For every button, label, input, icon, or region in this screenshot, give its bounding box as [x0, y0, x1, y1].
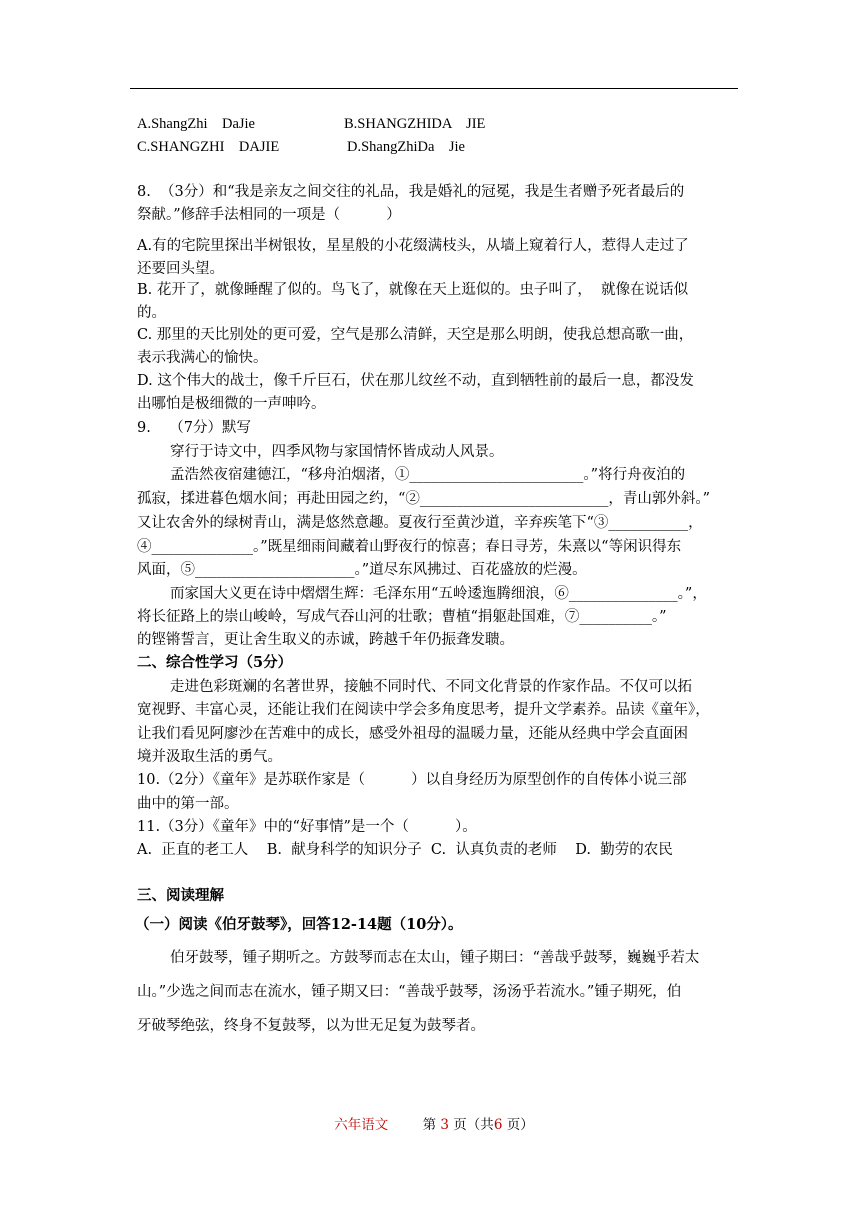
q9-line: 的铿锵誓言，更让舍生取义的赤诚，跨越千年仍振聋发聩。 [137, 632, 514, 648]
q9-heading: 9. （7分）默写 [137, 420, 251, 436]
section-2-para: 境并汲取生活的勇气。 [137, 749, 282, 765]
footer-page-number: 3 [440, 1117, 450, 1133]
q7-option-c: C.SHANGZHI DAJIE [137, 139, 280, 155]
reading-1-heading: （一）阅读《伯牙鼓琴》，回答12-14题（10分）。 [135, 916, 463, 933]
q8-stem: 8. （3分）和“我是亲友之间交往的礼品，我是婚礼的冠冕，我是生者赠予死者最后的 [137, 184, 685, 200]
footer-page-total: 6 [493, 1117, 503, 1133]
q10-stem: 10.（2分）《童年》是苏联作家是（ ）以自身经历为原型创作的自传体小说三部 [137, 772, 687, 788]
q9-line: 孟浩然夜宿建德江，“移舟泊烟渚，①________________________。”将行舟夜泊的 [170, 467, 686, 483]
q11-options: A. 正直的老工人 B. 献身科学的知识分子 C. 认真负责的老师 D. 勤劳的农民 [137, 842, 673, 858]
q9-line: 又让农舍外的绿树青山，满是悠然意趣。夏夜行至黄沙道，辛弃疾笔下“③___________， [137, 515, 703, 531]
q8-option-c-cont: 表示我满心的愉快。 [137, 350, 268, 366]
q8-stem-cont: 祭献。”修辞手法相同的一项是（ ） [137, 207, 401, 223]
header-rule [130, 88, 738, 89]
q7-option-d: D.ShangZhiDa Jie [347, 139, 465, 155]
footer-page-prefix: 第 [422, 1117, 441, 1133]
footer-subject: 六年语文 [334, 1117, 389, 1133]
section-2-para: 走进色彩斑斓的名著世界，接触不同时代、不同文化背景的作家作品。不仅可以拓 [170, 679, 692, 695]
q9-line: 孤寂，揉进暮色烟水间；再赴田园之约，“②__________________________，青山郭外斜。” [137, 491, 711, 507]
q9-line: 将长征路上的崇山峻岭，写成气吞山河的壮歌；曹植“捐躯赴国难，⑦__________。” [137, 609, 667, 625]
section-2-para: 让我们看见阿廖沙在苦难中的成长，感受外祖母的温暖力量，还能从经典中学会直面困 [137, 726, 688, 742]
q8-option-a-cont: 还要回头望。 [137, 261, 224, 277]
q8-option-a: A.有的宅院里探出半树银妆，星星般的小花缀满枝头，从墙上窥着行人，惹得人走过了 [137, 238, 689, 254]
footer-page-mid: 页（共 [449, 1117, 494, 1133]
section-2-para: 宽视野、丰富心灵，还能让我们在阅读中学会多角度思考，提升文学素养。品读《童年》， [137, 702, 710, 718]
q11-stem: 11.（3分）《童年》中的“好事情”是一个（ ）。 [137, 819, 477, 835]
section-2-title: 二、综合性学习（5分） [137, 654, 293, 671]
q9-intro: 穿行于诗文中，四季风物与家国情怀皆成动人风景。 [170, 444, 504, 460]
q9-line: 而家国大义更在诗中熠熠生辉：毛泽东用“五岭逶迤腾细浪，⑥_______________。”， [170, 586, 707, 602]
q8-option-d-cont: 出哪怕是极细微的一声呻吟。 [137, 396, 326, 412]
q8-option-d: D. 这个伟大的战士，像千斤巨石，伏在那儿纹丝不动，直到牺牲前的最后一息，都没发 [137, 373, 694, 389]
q7-option-b: B.SHANGZHIDA JIE [344, 116, 486, 132]
classical-text-line: 牙破琴绝弦，终身不复鼓琴，以为世无足复为鼓琴者。 [137, 1018, 485, 1034]
q9-line: 风面，⑤______________________。”道尽东风拂过、百花盛放的烂漫。 [137, 562, 587, 578]
q9-line: ④______________。”既星细雨间藏着山野夜行的惊喜；春日寻芳，朱熹以“等闲识得东 [137, 539, 682, 555]
q7-option-a: A.ShangZhi DaJie [137, 116, 255, 132]
q8-option-c: C. 那里的天比别处的更可爱，空气是那么清鲜，天空是那么明朗，使我总想高歌一曲， [137, 327, 694, 343]
footer-page-suffix: 页） [502, 1117, 534, 1133]
section-3-title: 三、阅读理解 [137, 887, 224, 904]
q8-option-b: B. 花开了，就像睡醒了似的。鸟飞了，就像在天上逛似的。虫子叫了， 就像在说话似 [137, 282, 689, 298]
classical-text-line: 伯牙鼓琴，锺子期听之。方鼓琴而志在太山，锺子期曰：“善哉乎鼓琴，巍巍乎若太 [170, 950, 700, 966]
page-footer [0, 1113, 868, 1133]
classical-text-line: 山。”少选之间而志在流水，锺子期又曰：“善哉乎鼓琴，汤汤乎若流水。”锺子期死，伯 [137, 984, 682, 1000]
q8-option-b-cont: 的。 [137, 305, 166, 321]
q10-stem-cont: 曲中的第一部。 [137, 796, 239, 812]
